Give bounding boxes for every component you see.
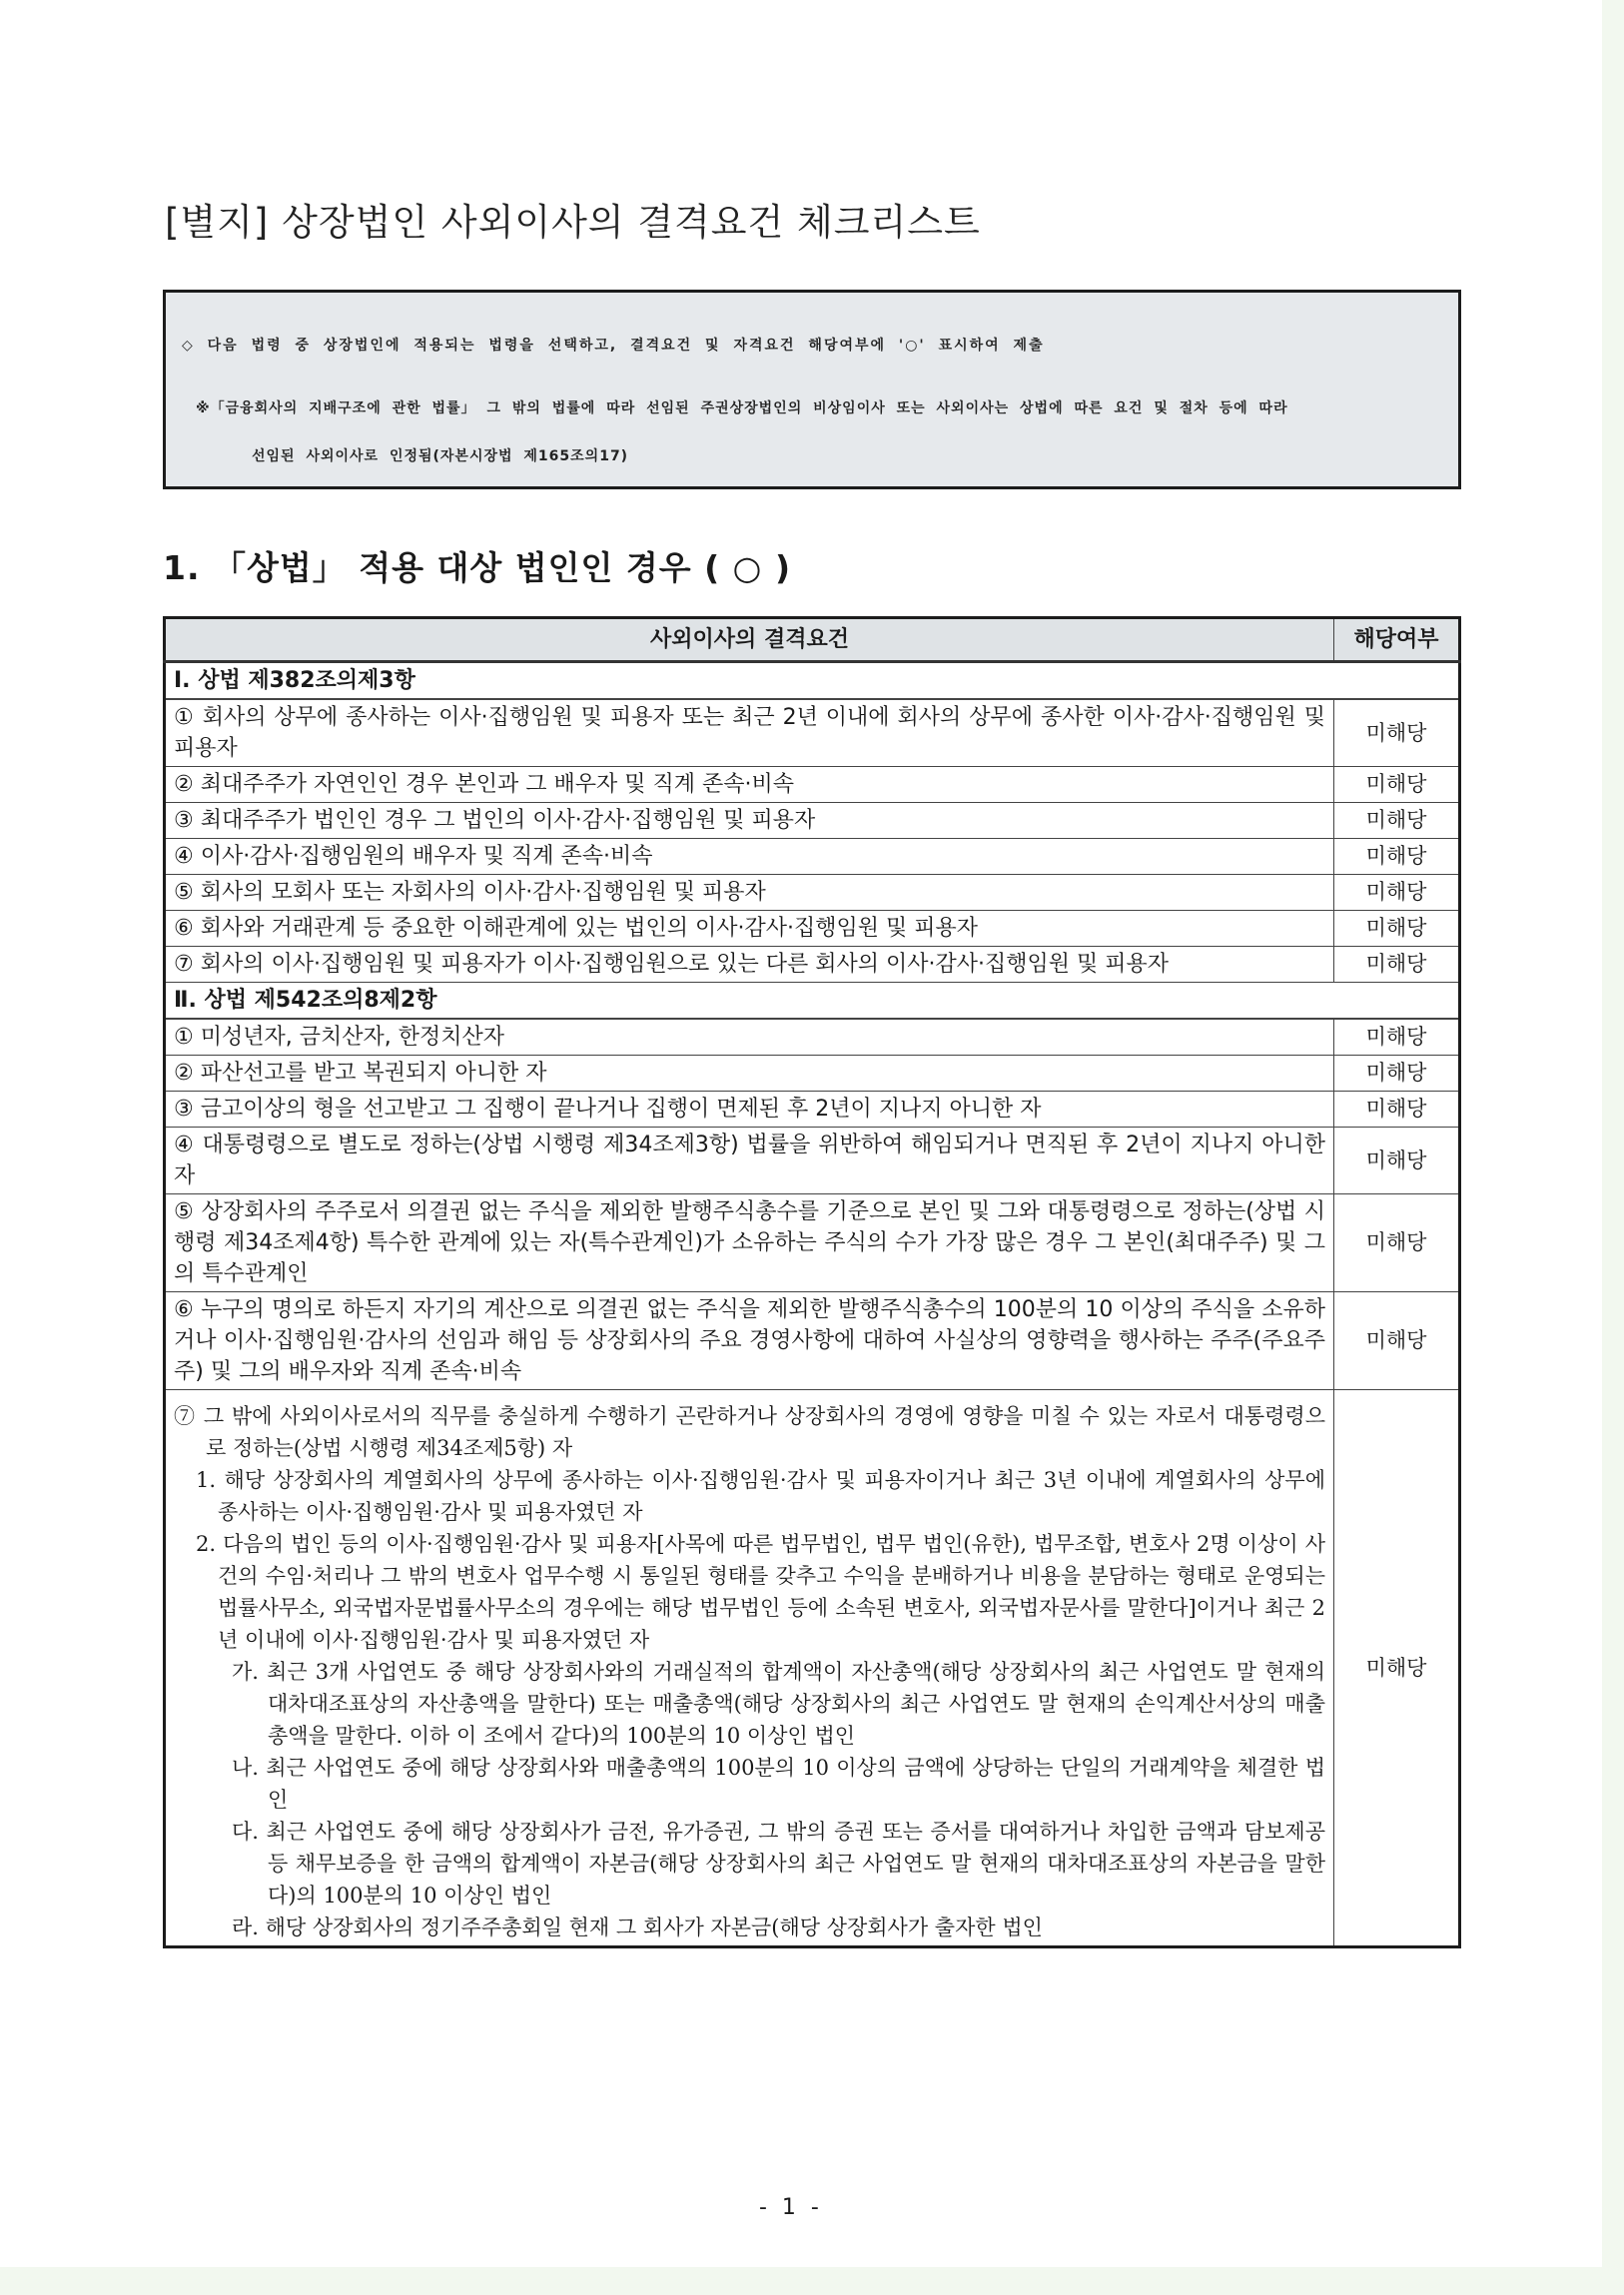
group-title: Ⅰ. 상법 제382조의제3항 (165, 662, 1460, 700)
table-row (165, 947, 1460, 983)
status-cell[interactable]: 미해당 (1334, 1019, 1460, 1056)
requirement-text: ② 최대주주가 자연인인 경우 본인과 그 배우자 및 직계 존속·비속 (165, 767, 1334, 803)
requirement-text: ① 미성년자, 금치산자, 한정치산자 (165, 1019, 1334, 1056)
table-row (165, 875, 1460, 911)
instruction-note-continued: 선임된 사외이사로 인정됨(자본시장법 제165조의17) (252, 448, 629, 464)
status-cell[interactable]: 미해당 (1334, 947, 1460, 983)
requirement-subitem-na: 나. 최근 사업연도 중에 해당 상장회사와 매출총액의 100분의 10 이상의 금액에 상당하는 단일의 거래계약을 체결한 법인 (232, 1756, 1325, 1812)
requirement-text: ③ 최대주주가 법인인 경우 그 법인의 이사·감사·집행임원 및 피용자 (165, 803, 1334, 839)
table-row (165, 803, 1460, 839)
table-row (165, 767, 1460, 803)
status-cell[interactable]: 미해당 (1334, 1092, 1460, 1128)
status-cell[interactable]: 미해당 (1334, 875, 1460, 911)
instruction-note: ※「금융회사의 지배구조에 관한 법률」 그 밖의 법률에 따라 선임된 주권상장법인의 비상임이사 또는 사외이사는 상법에 따른 요건 및 절차 등에 따라 (196, 400, 1288, 416)
status-cell[interactable]: 미해당 (1334, 839, 1460, 875)
requirement-text: ⑤ 회사의 모회사 또는 자회사의 이사·감사·집행임원 및 피용자 (165, 875, 1334, 911)
group-header (165, 662, 1460, 700)
requirement-text: ⑥ 회사와 거래관계 등 중요한 이해관계에 있는 법인의 이사·감사·집행임원 및 피용자 (165, 911, 1334, 947)
status-cell[interactable]: 미해당 (1334, 699, 1460, 767)
requirement-item-1: 1. 해당 상장회사의 계열회사의 상무에 종사하는 이사·집행임원·감사 및 피용자이거나 최근 3년 이내에 계열회사의 상무에 종사하는 이사·집행임원·감사 및 피용자였던 자 (196, 1468, 1325, 1524)
requirement-subitem-ra: 라. 해당 상장회사의 정기주주총회일 현재 그 회사가 자본금(해당 상장회사가 출자한 법인 (232, 1915, 1043, 1939)
table-row (165, 1194, 1460, 1292)
requirement-subitem-ga: 가. 최근 3개 사업연도 중 해당 상장회사와의 거래실적의 합계액이 자산총액(해당 상장회사의 최근 사업연도 말 현재의 대차대조표상의 자산총액을 말한다) 또는 매출총액(해당 상장회사의 최근 사업연도 말 현재의 손익계산서상의 매출총액을 말한다. 이하 이 조에서 같다)의 100분의 10 이상인 법인 (232, 1660, 1325, 1748)
status-cell[interactable]: 미해당 (1334, 1128, 1460, 1194)
table-row (165, 1019, 1460, 1056)
group-title: Ⅱ. 상법 제542조의8제2항 (165, 983, 1460, 1020)
requirement-text: ② 파산선고를 받고 복권되지 아니한 자 (165, 1056, 1334, 1092)
table-row (165, 1128, 1460, 1194)
status-cell[interactable]: 미해당 (1334, 767, 1460, 803)
requirement-item-2: 2. 다음의 법인 등의 이사·집행임원·감사 및 피용자[사목에 따른 법무법인, 법무 법인(유한), 법무조합, 변호사 2명 이상이 사건의 수임·처리나 그 밖의 변호사 업무수행 시 통일된 형태를 갖추고 수익을 분배하거나 비용을 분담하는 형태로 운영되는 법률사무소, 외국법자문법률사무소의 경우에는 해당 법무법인 등에 소속된 변호사, 외국법자문사를 말한다]이거나 최근 2년 이내에 이사·집행임원·감사 및 피용자였던 자 (196, 1532, 1325, 1652)
instruction-line: ◇ 다음 법령 중 상장법인에 적용되는 법령을 선택하고, 결격요건 및 자격요건 해당여부에 '○' 표시하여 제출 (182, 338, 1045, 354)
table-row (165, 1092, 1460, 1128)
document-title: [별지] 상장법인 사외이사의 결격요건 체크리스트 (165, 201, 981, 244)
table-row (165, 699, 1460, 767)
table-row (165, 839, 1460, 875)
requirement-subitem-da: 다. 최근 사업연도 중에 해당 상장회사가 금전, 유가증권, 그 밖의 증권 또는 증서를 대여하거나 차입한 금액과 담보제공 등 채무보증을 한 금액의 합계액이 자본금(해당 상장회사의 최근 사업연도 말 현재의 대차대조표상의 자본금을 말한다)의 100분의 10 이상인 법인 (232, 1820, 1325, 1908)
status-cell[interactable]: 미해당 (1334, 1292, 1460, 1390)
status-cell[interactable]: 미해당 (1334, 803, 1460, 839)
table-row (165, 1390, 1460, 1947)
status-cell[interactable]: 미해당 (1334, 1390, 1460, 1947)
status-cell[interactable]: 미해당 (1334, 911, 1460, 947)
page-number: - 1 - (759, 2195, 823, 2220)
table-row (165, 1056, 1460, 1092)
requirement-text: ⑦ 회사의 이사·집행임원 및 피용자가 이사·집행임원으로 있는 다른 회사의 이사·감사·집행임원 및 피용자 (165, 947, 1334, 983)
requirement-text: ④ 대통령령으로 별도로 정하는(상법 시행령 제34조제3항) 법률을 위반하여 해임되거나 면직된 후 2년이 지나지 아니한 자 (165, 1128, 1334, 1194)
table-row (165, 911, 1460, 947)
disqualification-checklist-table (163, 616, 1461, 1948)
requirement-text: ③ 금고이상의 형을 선고받고 그 집행이 끝나거나 집행이 면제된 후 2년이 지나지 아니한 자 (165, 1092, 1334, 1128)
group-header (165, 983, 1460, 1020)
header-requirement: 사외이사의 결격요건 (165, 618, 1334, 662)
section-heading: 1. 「상법」 적용 대상 법인인 경우 ( ○ ) (163, 548, 792, 587)
instruction-box (163, 290, 1461, 489)
status-cell[interactable]: 미해당 (1334, 1056, 1460, 1092)
requirement-intro: ⑦ 그 밖에 사외이사로서의 직무를 충실하게 수행하기 곤란하거나 상장회사의 경영에 영향을 미칠 수 있는 자로서 대통령령으로 정하는(상법 시행령 제34조제5항) 자 (174, 1404, 1325, 1460)
requirement-text: ④ 이사·감사·집행임원의 배우자 및 직계 존속·비속 (165, 839, 1334, 875)
requirement-text: ⑤ 상장회사의 주주로서 의결권 없는 주식을 제외한 발행주식총수를 기준으로 본인 및 그와 대통령령으로 정하는(상법 시행령 제34조제4항) 특수한 관계에 있는 자(특수관계인)가 소유하는 주식의 수가 가장 많은 경우 그 본인(최대주주) 및 그의 특수관계인 (165, 1194, 1334, 1292)
table-header-row (165, 618, 1460, 662)
table-row (165, 1292, 1460, 1390)
requirement-text-compound (165, 1390, 1334, 1947)
status-cell[interactable]: 미해당 (1334, 1194, 1460, 1292)
requirement-text: ⑥ 누구의 명의로 하든지 자기의 계산으로 의결권 없는 주식을 제외한 발행주식총수의 100분의 10 이상의 주식을 소유하거나 이사·집행임원·감사의 선임과 해임 등 상장회사의 주요 경영사항에 대하여 사실상의 영향력을 행사하는 주주(주요주주) 및 그의 배우자와 직계 존속·비속 (165, 1292, 1334, 1390)
header-status: 해당여부 (1334, 618, 1460, 662)
requirement-text: ① 회사의 상무에 종사하는 이사·집행임원 및 피용자 또는 최근 2년 이내에 회사의 상무에 종사한 이사·감사·집행임원 및 피용자 (165, 699, 1334, 767)
